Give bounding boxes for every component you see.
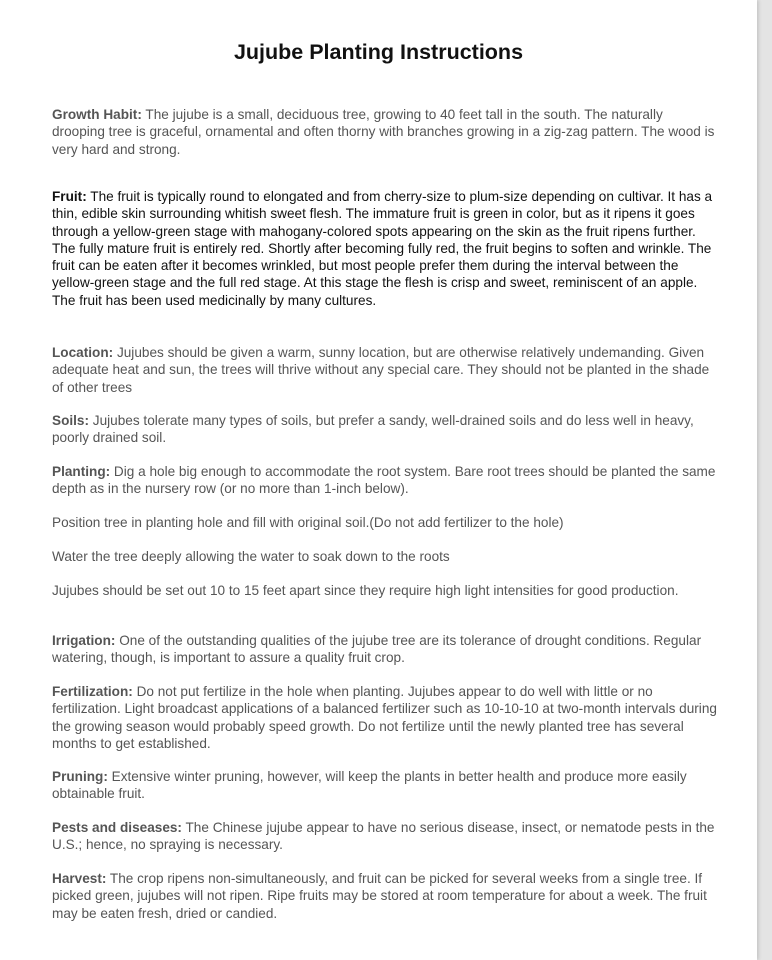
section-heading: Fertilization: bbox=[52, 684, 133, 699]
section-heading: Pruning: bbox=[52, 769, 108, 784]
planting-step-water bbox=[52, 548, 717, 565]
section-fertilization bbox=[52, 683, 717, 752]
section-growth-habit bbox=[52, 106, 717, 158]
section-text: Dig a hole big enough to accommodate the root system. Bare root trees should be planted the same depth as in the nursery row (or no more than 1-inch below). bbox=[52, 464, 716, 497]
section-heading: Harvest: bbox=[52, 871, 107, 886]
section-irrigation bbox=[52, 632, 717, 667]
section-heading: Pests and diseases: bbox=[52, 820, 182, 835]
section-heading: Irrigation: bbox=[52, 633, 116, 648]
section-heading: Soils: bbox=[52, 413, 90, 428]
section-text: One of the outstanding qualities of the jujube tree are its tolerance of drought conditions. Regular watering, though, is important to assure a quality fruit crop. bbox=[52, 633, 702, 666]
section-text: The fruit is typically round to elongated and from cherry-size to plum-size depending on cultivar. It has a thin, edible skin surrounding whitish sweet flesh. The immature fruit is green in color, but as it ripens it goes through a yellow-green stage with mahogany-colored spots appearing on the skin as the fruit ripens further. The fully mature fruit is entirely red. Shortly after becoming fully red, the fruit begins to soften and wrinkle. The fruit can be eaten after it becomes wrinkled, but most people prefer them during the interval between the yellow-green stage and the full red stage. At this stage the flesh is crisp and sweet, reminiscent of an apple. The fruit has been used medicinally by many cultures. bbox=[52, 189, 713, 308]
section-soils bbox=[52, 412, 717, 447]
section-text: The Chinese jujube appear to have no serious disease, insect, or nematode pests in the U.S.; hence, no spraying is necessary. bbox=[52, 820, 715, 853]
section-text: Water the tree deeply allowing the water to soak down to the roots bbox=[52, 549, 450, 564]
section-location bbox=[52, 344, 717, 396]
section-text: The jujube is a small, deciduous tree, growing to 40 feet tall in the south. The naturally drooping tree is graceful, ornamental and often thorny with branches growing in a zig-zag pattern. The wood is very hard and strong. bbox=[52, 107, 715, 157]
planting-step-position bbox=[52, 514, 717, 531]
section-heading: Fruit: bbox=[52, 189, 87, 204]
section-heading: Planting: bbox=[52, 464, 111, 479]
section-text: Do not put fertilize in the hole when planting. Jujubes appear to do well with little or no fertilization. Light broadcast applications of a balanced fertilizer such as 10-10-10 at two-month intervals during the growing season would probably speed growth. Do not fertilize until the newly planted tree has several months to get established. bbox=[52, 684, 717, 751]
section-pests-and-diseases bbox=[52, 819, 717, 854]
section-text: The crop ripens non-simultaneously, and fruit can be picked for several weeks from a single tree. If picked green, jujubes will not ripen. Ripe fruits may be stored at room temperature for about a week. The fruit may be eaten fresh, dried or candied. bbox=[52, 871, 707, 921]
planting-step-spacing bbox=[52, 582, 717, 599]
section-fruit bbox=[52, 188, 717, 309]
document-title: Jujube Planting Instructions bbox=[233, 40, 524, 64]
section-heading: Location: bbox=[52, 345, 114, 360]
section-text: Jujubes should be given a warm, sunny location, but are otherwise relatively undemanding. Given adequate heat and sun, the trees will thrive without any special care. They should not be planted in the shade of other trees bbox=[52, 345, 710, 395]
section-text: Jujubes should be set out 10 to 15 feet apart since they require high light intensities for good production. bbox=[52, 583, 679, 598]
section-planting bbox=[52, 463, 717, 498]
section-text: Position tree in planting hole and fill with original soil.(Do not add fertilizer to the hole) bbox=[52, 515, 564, 530]
section-harvest bbox=[52, 870, 717, 922]
section-text: Extensive winter pruning, however, will keep the plants in better health and produce more easily obtainable fruit. bbox=[52, 769, 687, 802]
section-pruning bbox=[52, 768, 717, 803]
section-text: Jujubes tolerate many types of soils, but prefer a sandy, well-drained soils and do less well in heavy, poorly drained soil. bbox=[52, 413, 694, 446]
section-heading: Growth Habit: bbox=[52, 107, 142, 122]
